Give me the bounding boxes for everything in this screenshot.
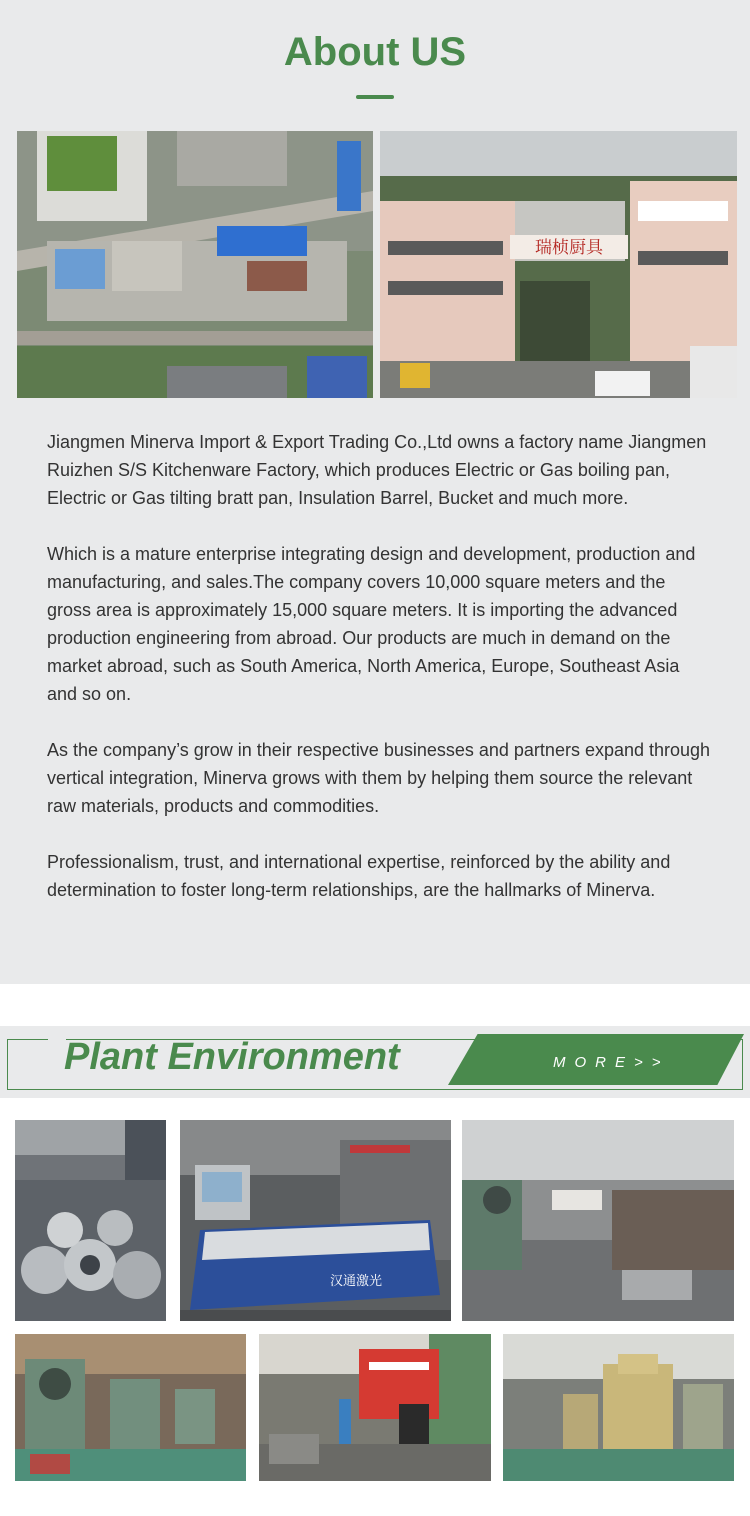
about-paragraph: Professionalism, trust, and international expertise, reinforced by the ability and determination to foster long-term relationships, are the hallmarks of Minerva. [47,852,671,900]
press-brake-operator-photo [259,1334,491,1481]
about-description [47,428,712,932]
aerial-factory-photo [17,131,373,398]
more-button-label[interactable]: MORE>> [553,1054,670,1071]
factory-building-photo [380,131,737,398]
svg-text:瑞桢厨具: 瑞桢厨具 [535,238,603,258]
about-title: About US [283,30,467,74]
plant-environment-banner [0,1026,750,1098]
about-paragraph: Jiangmen Minerva Import & Export Trading Co.,Ltd owns a factory name Jiangmen Ruizhen S/S Kitchenware Factory, which produces Electric or Gas boiling pan, Electric or Gas tilting bratt pan, Insulation Barrel, Bucket and much more. [47,432,707,508]
about-paragraph: Which is a mature enterprise integrating design and development, production and manufacturing, and sales.The company covers 10,000 square meters and the gross area is approximately 15,000 square meters. It is importing the advanced production engineering from abroad. Our products are much in demand on the market abroad, such as South America, North America, Europe, Southeast Asia and so on. [47,544,696,704]
plant-environment-title: Plant Environment [64,1036,400,1078]
workshop-punch-press-photo [462,1120,734,1321]
hydraulic-press-photo [503,1334,734,1481]
laser-cutting-machine-photo [180,1120,451,1321]
svg-text:汉通激光: 汉通激光 [330,1274,383,1289]
punch-press-row-photo [15,1334,246,1481]
title-underline [356,95,394,99]
steel-coil-storage-photo [15,1120,166,1321]
about-paragraph: As the company’s grow in their respective businesses and partners expand through vertical integration, Minerva grows with them by helping them source the relevant raw materials, products and commodities. [47,740,711,816]
